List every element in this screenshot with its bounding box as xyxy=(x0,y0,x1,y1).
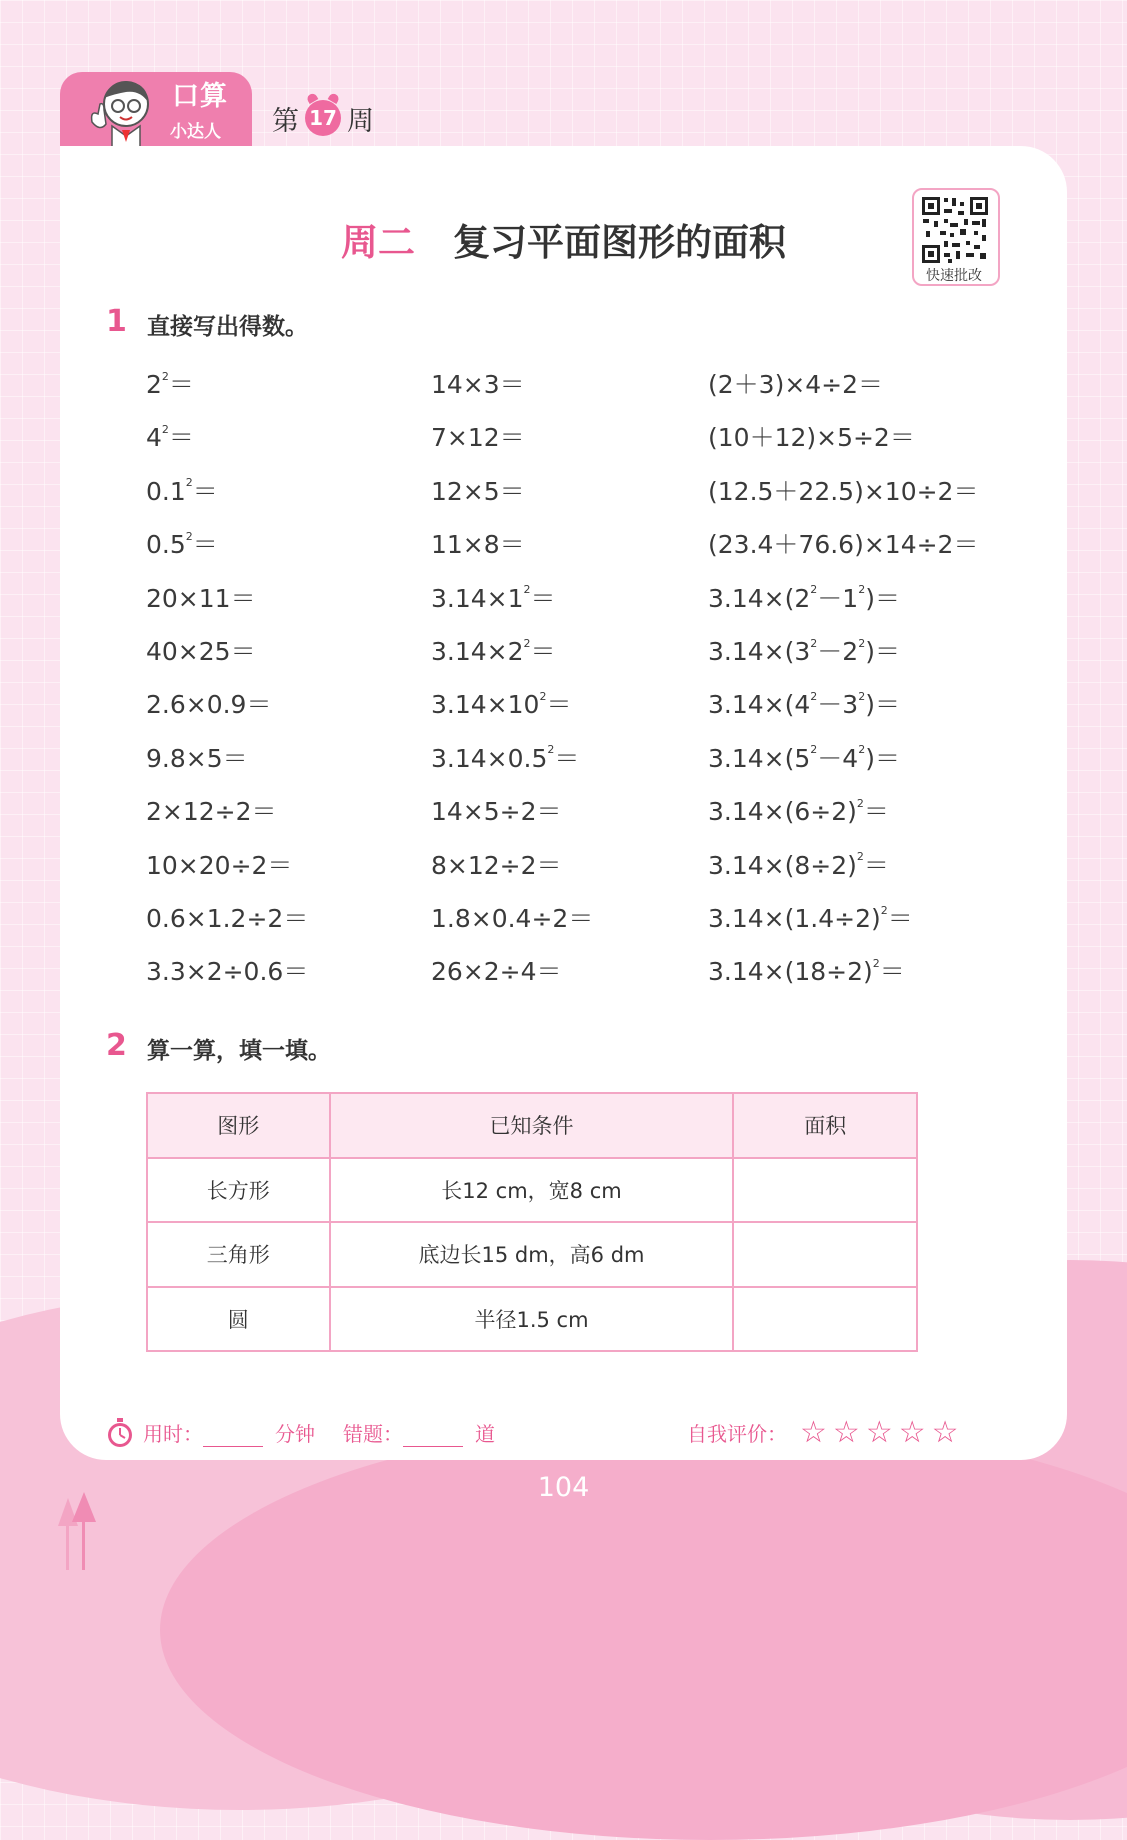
exercise-item xyxy=(146,846,292,882)
expression-part: 14×3＝ xyxy=(431,370,525,399)
conditions-cell: 底边长15 dm，高6 dm xyxy=(330,1222,734,1287)
exercise-item xyxy=(146,365,194,401)
exercise-item xyxy=(708,792,889,828)
section-1-instruction: 直接写出得数。 xyxy=(147,314,308,340)
exercise-item xyxy=(708,472,978,508)
expression-part: ＝ xyxy=(192,530,218,560)
exercise-item xyxy=(146,579,256,615)
exponent: 2 xyxy=(880,903,888,917)
exercise-item xyxy=(146,685,271,721)
header-shape: 图形 xyxy=(147,1093,330,1158)
exponent: 2 xyxy=(810,690,818,704)
exercise-item xyxy=(146,739,248,775)
qr-label: 快速批改 xyxy=(926,268,982,284)
expression-part: ＝ xyxy=(530,583,556,613)
errors-unit: 道 xyxy=(475,1422,495,1446)
area-table xyxy=(146,1092,918,1352)
expression-part: 3.14×10 xyxy=(431,690,540,720)
expression-part: (12.5＋22.5)×10÷2＝ xyxy=(708,476,979,506)
time-field xyxy=(143,1418,315,1450)
expression-part: 3.14×(4 xyxy=(708,690,811,720)
errors-label: 错题： xyxy=(343,1422,403,1446)
time-label: 用时： xyxy=(143,1422,203,1446)
exponent: 2 xyxy=(185,476,193,490)
expression-part: 3.14×(8÷2) xyxy=(708,850,857,880)
expression-part: 3.14×(18÷2) xyxy=(708,957,873,987)
exercise-item xyxy=(146,472,218,508)
conditions-cell: 半径1.5 cm xyxy=(330,1287,734,1352)
expression-part: 3.14×1 xyxy=(431,583,524,613)
expression-part: 3.14×0.5 xyxy=(431,743,548,773)
mascot-icon xyxy=(82,74,162,148)
expression-part: ＝ xyxy=(192,476,218,506)
expression-part: 7×12＝ xyxy=(431,423,525,453)
exercise-item xyxy=(708,739,900,775)
exercise-item xyxy=(431,952,562,988)
exercise-item xyxy=(708,952,905,988)
exponent: 2 xyxy=(858,636,866,650)
expression-part: )＝ xyxy=(865,743,900,773)
expression-part: (23.4＋76.6)×14÷2＝ xyxy=(708,530,979,560)
exercise-item xyxy=(708,525,978,561)
expression-part: 8×12÷2＝ xyxy=(431,850,562,880)
exercise-item xyxy=(708,685,900,721)
area-answer-cell[interactable] xyxy=(733,1287,917,1352)
area-answer-cell[interactable] xyxy=(733,1222,917,1287)
self-eval-stars xyxy=(800,1416,959,1450)
exponent: 2 xyxy=(858,690,866,704)
expression-part: 12×5＝ xyxy=(431,476,525,506)
exponent: 2 xyxy=(856,796,864,810)
shape-cell: 长方形 xyxy=(147,1158,330,1223)
section-2-instruction: 算一算，填一填。 xyxy=(147,1038,331,1064)
exponent: 2 xyxy=(810,583,818,597)
exponent: 2 xyxy=(856,850,864,864)
expression-part: 0.1 xyxy=(146,476,186,506)
expression-part: 20×11＝ xyxy=(146,583,256,613)
exponent: 2 xyxy=(872,957,880,971)
table-row xyxy=(147,1287,917,1352)
exponent: 2 xyxy=(547,743,555,757)
exercise-item xyxy=(146,632,256,668)
week-indicator xyxy=(272,98,374,138)
week-number-badge: 17 xyxy=(305,100,341,136)
expression-part: (10＋12)×5÷2＝ xyxy=(708,423,915,453)
expression-part: ＝ xyxy=(530,637,556,666)
star-rating-icon[interactable]: ☆ xyxy=(832,1415,860,1450)
exercise-item xyxy=(708,846,889,882)
qr-code-icon[interactable] xyxy=(920,195,990,265)
expression-part: 2.6×0.9＝ xyxy=(146,690,272,720)
conditions-cell: 长12 cm，宽8 cm xyxy=(330,1158,734,1223)
expression-part: 9.8×5＝ xyxy=(146,743,248,773)
expression-part: －3 xyxy=(817,690,859,720)
brand-subtitle: 小达人 xyxy=(170,122,221,142)
header-area: 面积 xyxy=(733,1093,917,1158)
exercise-item xyxy=(431,418,525,454)
expression-part: －1 xyxy=(817,583,859,613)
exponent: 2 xyxy=(185,529,193,543)
expression-part: ＝ xyxy=(168,423,194,453)
exercise-item xyxy=(708,579,900,615)
star-rating-icon[interactable]: ☆ xyxy=(800,1415,827,1450)
exponent: 2 xyxy=(858,583,866,597)
star-rating-icon[interactable]: ☆ xyxy=(931,1415,959,1450)
exercise-item xyxy=(431,899,593,935)
expression-part: ＝ xyxy=(863,797,889,827)
exponent: 2 xyxy=(539,690,547,704)
exponent: 2 xyxy=(523,636,531,650)
exercise-item xyxy=(431,846,562,882)
time-unit: 分钟 xyxy=(275,1422,315,1446)
expression-part: 26×2÷4＝ xyxy=(431,957,562,987)
expression-part: 11×8＝ xyxy=(431,530,525,560)
exercise-item xyxy=(708,418,915,454)
exponent: 2 xyxy=(161,369,169,383)
exponent: 2 xyxy=(810,636,818,650)
expression-part: 2×12÷2＝ xyxy=(146,797,277,827)
exponent: 2 xyxy=(523,583,531,597)
expression-part: 3.14×(2 xyxy=(708,583,811,613)
header-conditions: 已知条件 xyxy=(330,1093,734,1158)
expression-part: －4 xyxy=(817,743,859,773)
expression-part: 0.5 xyxy=(146,530,186,560)
expression-part: 10×20÷2＝ xyxy=(146,850,293,880)
exercise-item xyxy=(431,739,579,775)
exercise-item xyxy=(431,472,525,508)
expression-part: )＝ xyxy=(865,583,900,613)
table-header-row xyxy=(147,1093,917,1158)
tree-decoration-icon xyxy=(54,1492,100,1570)
exercise-item xyxy=(431,792,562,828)
expression-part: －2 xyxy=(817,637,859,666)
self-eval-label: 自我评价： xyxy=(687,1422,787,1446)
errors-field xyxy=(343,1418,495,1450)
expression-part: 4 xyxy=(146,423,162,453)
exercise-item xyxy=(708,899,913,935)
expression-part: 3.14×2 xyxy=(431,637,524,666)
table-row xyxy=(147,1222,917,1287)
exercise-item xyxy=(431,525,525,561)
expression-part: 3.14×(3 xyxy=(708,637,811,666)
brand-title: 口算 xyxy=(172,81,228,112)
expression-part: 3.14×(6÷2) xyxy=(708,797,857,827)
exponent: 2 xyxy=(810,743,818,757)
exercise-item xyxy=(708,365,883,401)
exercise-item xyxy=(431,685,571,721)
expression-part: ＝ xyxy=(863,850,889,880)
day-label: 周二 xyxy=(341,221,415,264)
expression-part: 0.6×1.2÷2＝ xyxy=(146,904,309,933)
stopwatch-icon xyxy=(106,1418,134,1448)
expression-part: 3.3×2÷0.6＝ xyxy=(146,957,309,987)
expression-part: )＝ xyxy=(865,637,900,666)
errors-blank[interactable] xyxy=(403,1426,463,1447)
exercise-item xyxy=(146,792,277,828)
star-rating-icon[interactable]: ☆ xyxy=(898,1415,926,1450)
area-answer-cell[interactable] xyxy=(733,1158,917,1223)
expression-part: ＝ xyxy=(546,690,572,720)
exercise-item xyxy=(146,899,308,935)
table-row xyxy=(147,1158,917,1223)
exercise-item xyxy=(431,365,525,401)
shape-cell: 圆 xyxy=(147,1287,330,1352)
expression-part: 14×5÷2＝ xyxy=(431,797,562,827)
exercise-item xyxy=(431,632,556,668)
exercise-item xyxy=(146,952,308,988)
section-1-number: 1 xyxy=(106,304,127,339)
star-rating-icon[interactable]: ☆ xyxy=(865,1415,893,1450)
week-suffix: 周 xyxy=(347,105,374,137)
expression-part: 1.8×0.4÷2＝ xyxy=(431,904,594,933)
expression-part: 2 xyxy=(146,370,162,399)
exercise-item xyxy=(146,418,194,454)
expression-part: ＝ xyxy=(879,957,905,987)
expression-part: 40×25＝ xyxy=(146,637,256,666)
page-number: 104 xyxy=(537,1472,590,1503)
exponent: 2 xyxy=(161,423,169,437)
expression-part: ＝ xyxy=(887,904,913,933)
title-text: 复习平面图形的面积 xyxy=(453,221,786,264)
week-prefix: 第 xyxy=(272,105,299,137)
expression-part: ＝ xyxy=(554,743,580,773)
time-blank[interactable] xyxy=(203,1426,263,1447)
exercise-item xyxy=(431,579,556,615)
exercise-item xyxy=(708,632,900,668)
expression-part: (2＋3)×4÷2＝ xyxy=(708,370,884,399)
shape-cell: 三角形 xyxy=(147,1222,330,1287)
exponent: 2 xyxy=(858,743,866,757)
exercise-item xyxy=(146,525,218,561)
expression-part: ＝ xyxy=(168,370,194,399)
section-2-number: 2 xyxy=(106,1028,127,1063)
expression-part: 3.14×(1.4÷2) xyxy=(708,904,881,933)
expression-part: )＝ xyxy=(865,690,900,720)
expression-part: 3.14×(5 xyxy=(708,743,811,773)
